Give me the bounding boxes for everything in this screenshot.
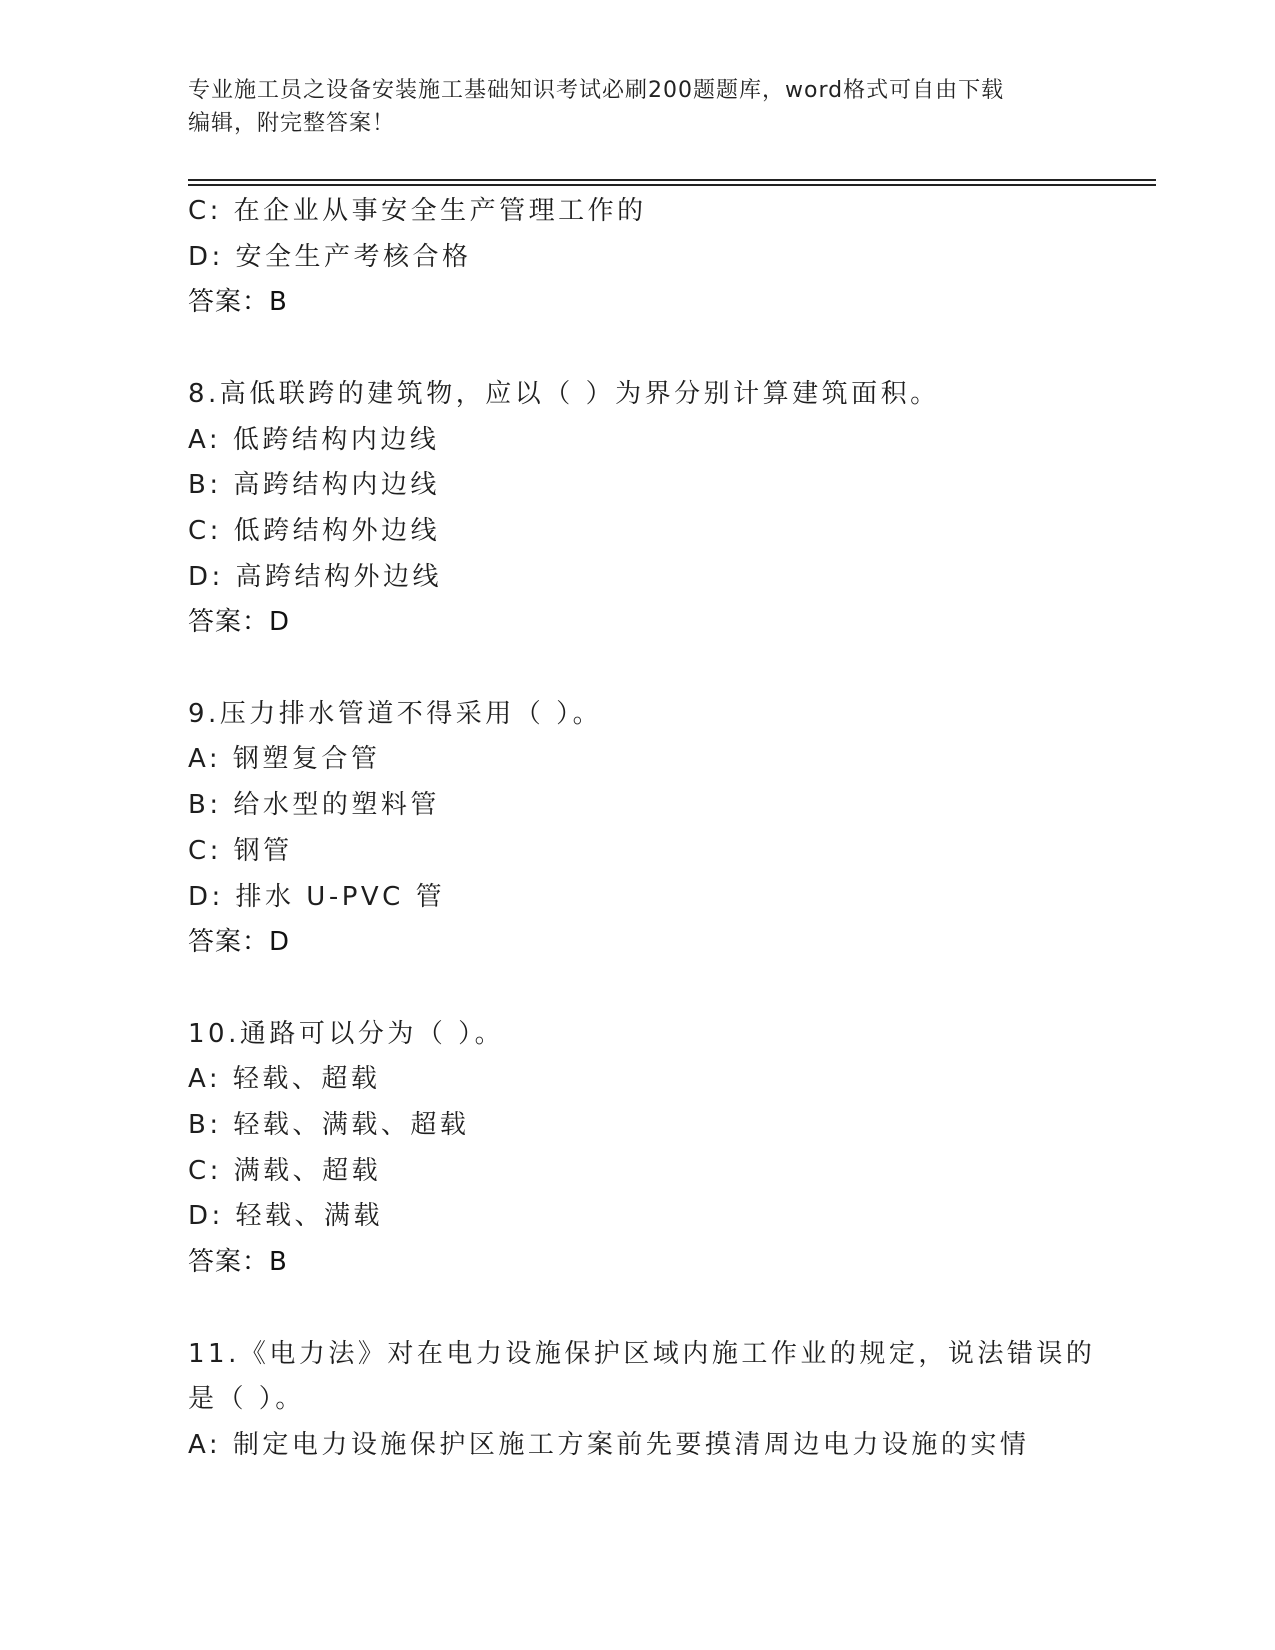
question-stem-line-1: 11.《电力法》对在电力设施保护区域内施工作业的规定，说法错误的 <box>188 1338 1096 1369</box>
option-d: D: 排水 U-PVC 管 <box>188 881 446 912</box>
option-b: B: 高跨结构内边线 <box>188 470 440 501</box>
option-c: C: 钢管 <box>188 835 293 866</box>
header-divider-bottom <box>188 184 1156 186</box>
option-d: D: 轻载、满载 <box>188 1201 384 1232</box>
option-b: B: 给水型的塑料管 <box>188 790 440 821</box>
option-c: C: 低跨结构外边线 <box>188 515 441 546</box>
question-stem: 10.通路可以分为（ ）。 <box>188 1018 505 1049</box>
answer-label: 答案：B <box>188 287 288 318</box>
question-10 <box>188 1012 1148 1286</box>
spacer <box>188 646 1148 692</box>
question-11 <box>188 1332 1148 1469</box>
header-title-line-1: 专业施工员之设备安装施工基础知识考试必刷200题题库，word格式可自由下载 <box>188 78 1005 103</box>
option-a: A: 轻载、超载 <box>188 1064 381 1095</box>
option-d: D: 安全生产考核合格 <box>188 241 472 272</box>
option-a: A: 制定电力设施保护区施工方案前先要摸清周边电力设施的实情 <box>188 1429 1030 1460</box>
spacer <box>188 966 1148 1012</box>
answer-label: 答案：B <box>188 1247 288 1278</box>
question-stem: 8.高低联跨的建筑物，应以（ ）为界分别计算建筑面积。 <box>188 378 940 409</box>
option-a: A: 低跨结构内边线 <box>188 424 440 455</box>
question-stem-line-2: 是（ ）。 <box>188 1384 305 1415</box>
answer-label: 答案：D <box>188 607 291 638</box>
option-d: D: 高跨结构外边线 <box>188 561 443 592</box>
document-header <box>188 74 1088 140</box>
spacer <box>188 1286 1148 1332</box>
option-c: C: 在企业从事安全生产管理工作的 <box>188 196 647 226</box>
option-b: B: 轻载、满载、超载 <box>188 1110 470 1141</box>
question-8 <box>188 372 1148 646</box>
header-divider-top <box>188 179 1156 181</box>
header-title-line-2: 编辑，附完整答案！ <box>188 111 396 136</box>
question-9 <box>188 692 1148 966</box>
spacer <box>188 326 1148 372</box>
answer-label: 答案：D <box>188 927 291 958</box>
question-stem: 9.压力排水管道不得采用（ ）。 <box>188 698 603 729</box>
question-list <box>188 189 1148 1469</box>
option-a: A: 钢塑复合管 <box>188 744 381 775</box>
question-continued <box>188 189 1148 326</box>
option-c: C: 满载、超载 <box>188 1155 382 1186</box>
